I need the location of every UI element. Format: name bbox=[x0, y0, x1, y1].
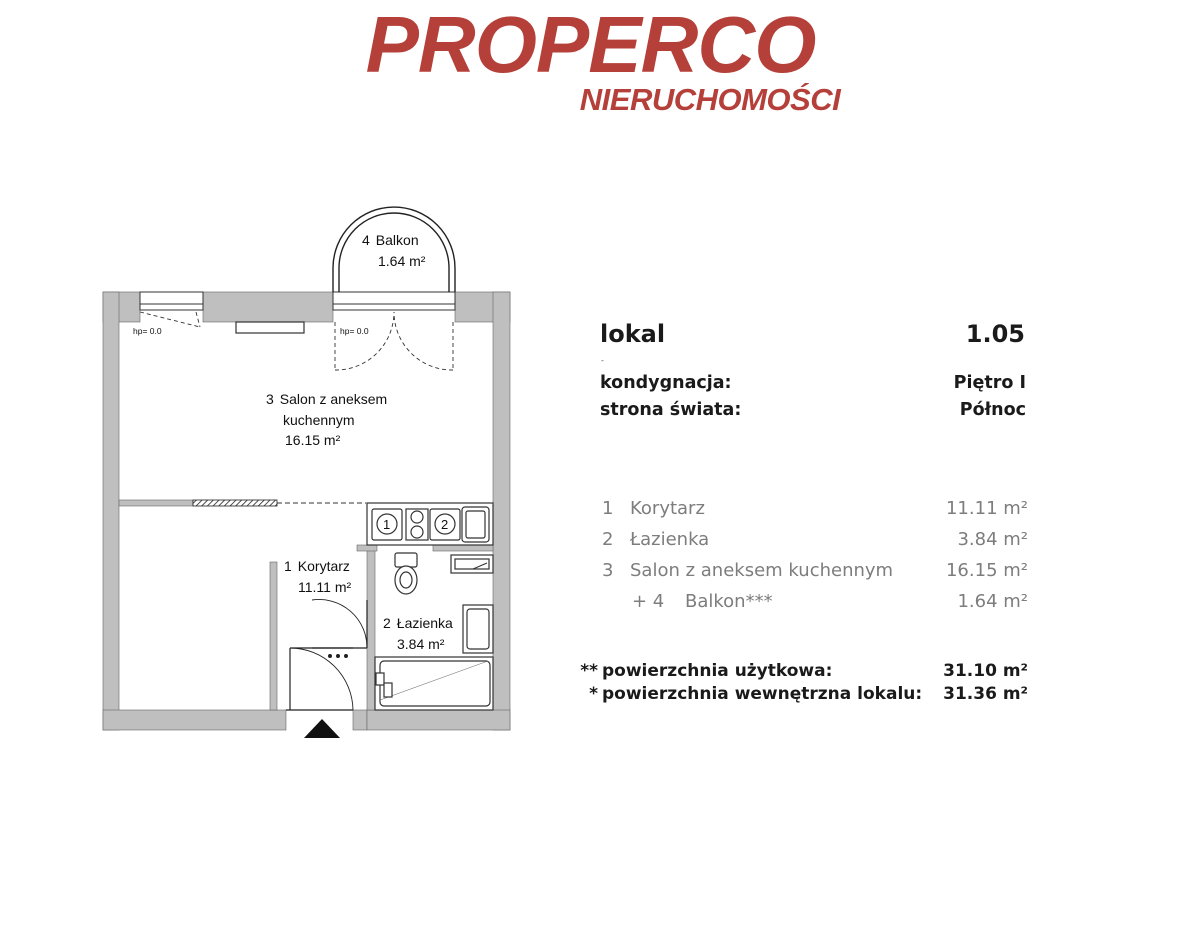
floor-value: Piętro I bbox=[953, 373, 1026, 393]
brand-logo-subtitle: NIERUCHOMOŚCI bbox=[579, 82, 841, 117]
room-4-name: Balkon*** bbox=[685, 591, 773, 612]
hatched-partition bbox=[193, 500, 277, 506]
room-3-area: 16.15 m² bbox=[945, 560, 1028, 581]
window-swing-lines bbox=[140, 312, 200, 327]
room-4-number: + 4 bbox=[632, 591, 665, 612]
room-1-area: 11.11 m² bbox=[945, 498, 1028, 519]
room-3-number: 3 bbox=[602, 560, 614, 581]
lokal-label: lokal bbox=[600, 320, 666, 348]
salon-label-line2: kuchennym bbox=[283, 412, 355, 428]
hp-label-right: hp= 0.0 bbox=[340, 326, 369, 336]
bathroom-area: 3.84 m² bbox=[397, 636, 445, 652]
orientation-label: strona świata: bbox=[600, 400, 742, 420]
hp-label-left: hp= 0.0 bbox=[133, 326, 162, 336]
total-internal-marker: * bbox=[589, 684, 598, 704]
salon-area: 16.15 m² bbox=[285, 432, 341, 448]
lokal-dot: - bbox=[601, 356, 604, 365]
entrance-arrow-icon bbox=[304, 719, 340, 738]
radiator bbox=[236, 322, 304, 333]
floor-label: kondygnacja: bbox=[600, 373, 732, 393]
lokal-number: 1.05 bbox=[965, 320, 1025, 348]
stove-mark-2: 2 bbox=[441, 517, 449, 532]
total-internal-label: powierzchnia wewnętrzna lokalu: bbox=[602, 684, 923, 704]
balcony-label: 4 Balkon bbox=[362, 232, 419, 248]
bathroom-door bbox=[312, 599, 367, 648]
balcony-door bbox=[335, 312, 453, 370]
balcony bbox=[333, 207, 455, 292]
bathroom-label: 2 Łazienka bbox=[383, 615, 453, 631]
entrance-door bbox=[286, 648, 353, 710]
room-4-area: 1.64 m² bbox=[957, 591, 1028, 612]
stove-mark-1: 1 bbox=[383, 517, 391, 532]
total-usable-marker: ** bbox=[580, 661, 598, 681]
total-usable-label: powierzchnia użytkowa: bbox=[602, 661, 833, 681]
door-mark-dots bbox=[328, 654, 348, 658]
salon-label: 3 Salon z aneksem bbox=[266, 391, 388, 407]
balcony-area: 1.64 m² bbox=[378, 253, 426, 269]
bathroom-fixtures bbox=[375, 553, 493, 710]
corridor-area: 11.11 m² bbox=[298, 579, 352, 595]
room-2-name: Łazienka bbox=[630, 529, 710, 550]
room-3-name: Salon z aneksem kuchennym bbox=[630, 560, 894, 581]
room-2-number: 2 bbox=[602, 529, 614, 550]
room-2-area: 3.84 m² bbox=[957, 529, 1028, 550]
total-internal-value: 31.36 m² bbox=[943, 684, 1028, 704]
room-1-number: 1 bbox=[602, 498, 614, 519]
brand-logo: PROPERCO bbox=[365, 0, 816, 89]
corridor-label: 1 Korytarz bbox=[284, 558, 350, 574]
orientation-value: Północ bbox=[959, 400, 1026, 420]
total-usable-value: 31.10 m² bbox=[943, 661, 1028, 681]
room-1-name: Korytarz bbox=[630, 498, 705, 519]
